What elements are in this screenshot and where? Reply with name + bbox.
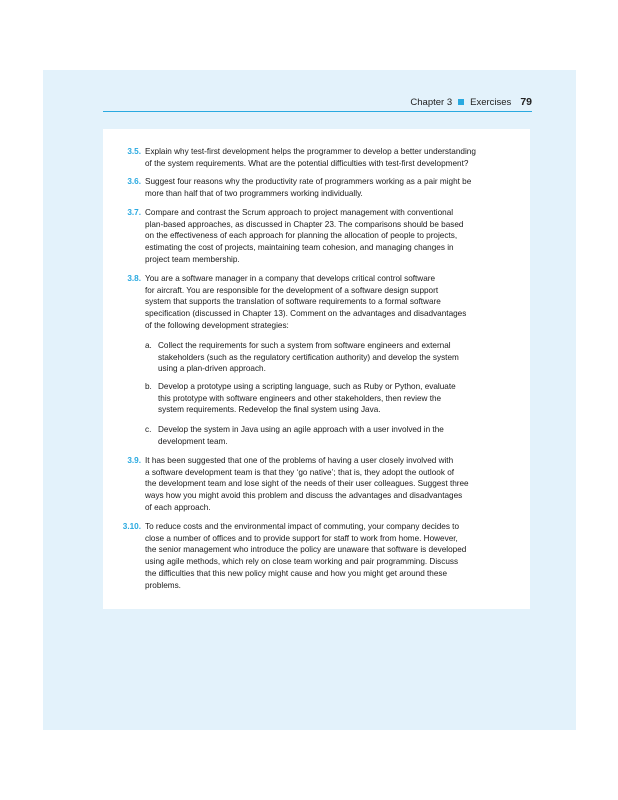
exercises-box	[103, 129, 530, 609]
exercise-number: 3.8.	[127, 274, 141, 283]
text-line: It has been suggested that one of the problems of having a user closely involved with	[145, 456, 454, 465]
text-line: Explain why test-first development helps the programmer to develop a better understanding	[145, 147, 476, 156]
text-line: on the effectiveness of each approach for planning the allocation of people to projects,	[145, 231, 458, 241]
text-line: Compare and contrast the Scrum approach to project management with conventional	[145, 208, 454, 217]
text-line: this prototype with software engineers and other stakeholders, then review the	[158, 393, 442, 403]
exercise-number: 3.9.	[127, 456, 141, 465]
text-line: specification (discussed in Chapter 13). Comment on the advantages and disadvantages	[145, 309, 467, 319]
running-header	[43, 95, 532, 110]
exercise-number: 3.5.	[127, 147, 141, 156]
text-line: You are a software manager in a company that develops critical control software	[145, 274, 436, 283]
chapter-label: Chapter 3	[410, 97, 453, 108]
text-line: problems.	[145, 580, 181, 590]
text-line: of the system requirements. What are the potential difficulties with test-first development?	[145, 158, 469, 168]
text-line: plan-based approaches, as discussed in Chapter 23. The comparisons should be based	[145, 219, 464, 229]
exercise-number: 3.10.	[122, 522, 141, 531]
exercise-number: 3.7.	[127, 208, 141, 217]
section-label: Exercises	[470, 97, 512, 108]
text-line: Develop a prototype using a scripting language, such as Ruby or Python, evaluate	[158, 382, 456, 391]
exercise-text	[145, 273, 530, 332]
text-line: more than half that of two programmers working individually.	[145, 188, 363, 198]
text-line: stakeholders (such as the regulatory certification authority) and develop the system	[158, 352, 459, 362]
text-line: the difficulties that this new policy might cause and how you might get around these	[145, 568, 448, 578]
text-line: the development team and lose sight of the needs of their user colleagues. Suggest three	[145, 479, 469, 489]
text-line: a software development team is that they ‘go native’; that is, they adopt the outlook of	[145, 467, 455, 477]
exercise-text	[145, 207, 530, 266]
exercise-text	[145, 176, 530, 199]
text-line: Suggest four reasons why the productivity rate of programmers working as a pair might be	[145, 177, 472, 186]
text-line: project team membership.	[145, 254, 240, 264]
subitem-letter: b.	[145, 382, 152, 391]
text-line: system requirements. Redevelop the final system using Java.	[158, 405, 381, 415]
text-line: of the following development strategies:	[145, 320, 289, 330]
subitem-text	[158, 424, 530, 447]
text-line: for aircraft. You are responsible for the development of a software design support	[145, 285, 439, 295]
square-bullet-icon	[458, 99, 464, 105]
subitem-text	[158, 381, 530, 416]
exercise-text	[145, 521, 530, 591]
text-line: using agile methods, which rely on close team working and pair programming. Discuss	[145, 557, 459, 567]
text-line: Collect the requirements for such a system from software engineers and external	[158, 341, 451, 350]
text-line: ways how you might avoid this problem and discuss the advantages and disadvantages	[145, 491, 463, 501]
page-number: 79	[520, 96, 532, 108]
exercise-text	[145, 146, 530, 169]
text-line: system that supports the translation of software requirements to a formal software	[145, 297, 441, 307]
text-line: of each approach.	[145, 502, 211, 512]
subitem-letter: a.	[145, 341, 152, 350]
subitem-letter: c.	[145, 425, 152, 434]
text-line: the senior management who introduce the policy are unaware that software is developed	[145, 545, 467, 555]
text-line: close a number of offices and to provide support for staff to work from home. However,	[145, 533, 458, 543]
text-line: Develop the system in Java using an agile approach with a user involved in the	[158, 425, 444, 434]
exercise-number: 3.6.	[127, 177, 141, 186]
header-rule	[103, 111, 532, 112]
text-line: To reduce costs and the environmental impact of commuting, your company decides to	[145, 522, 460, 531]
exercise-text	[145, 455, 530, 514]
subitem-text	[158, 340, 530, 375]
text-line: estimating the cost of projects, maintaining team cohesion, and managing changes in	[145, 243, 454, 253]
text-line: development team.	[158, 436, 228, 446]
text-line: using a plan-driven approach.	[158, 364, 266, 374]
